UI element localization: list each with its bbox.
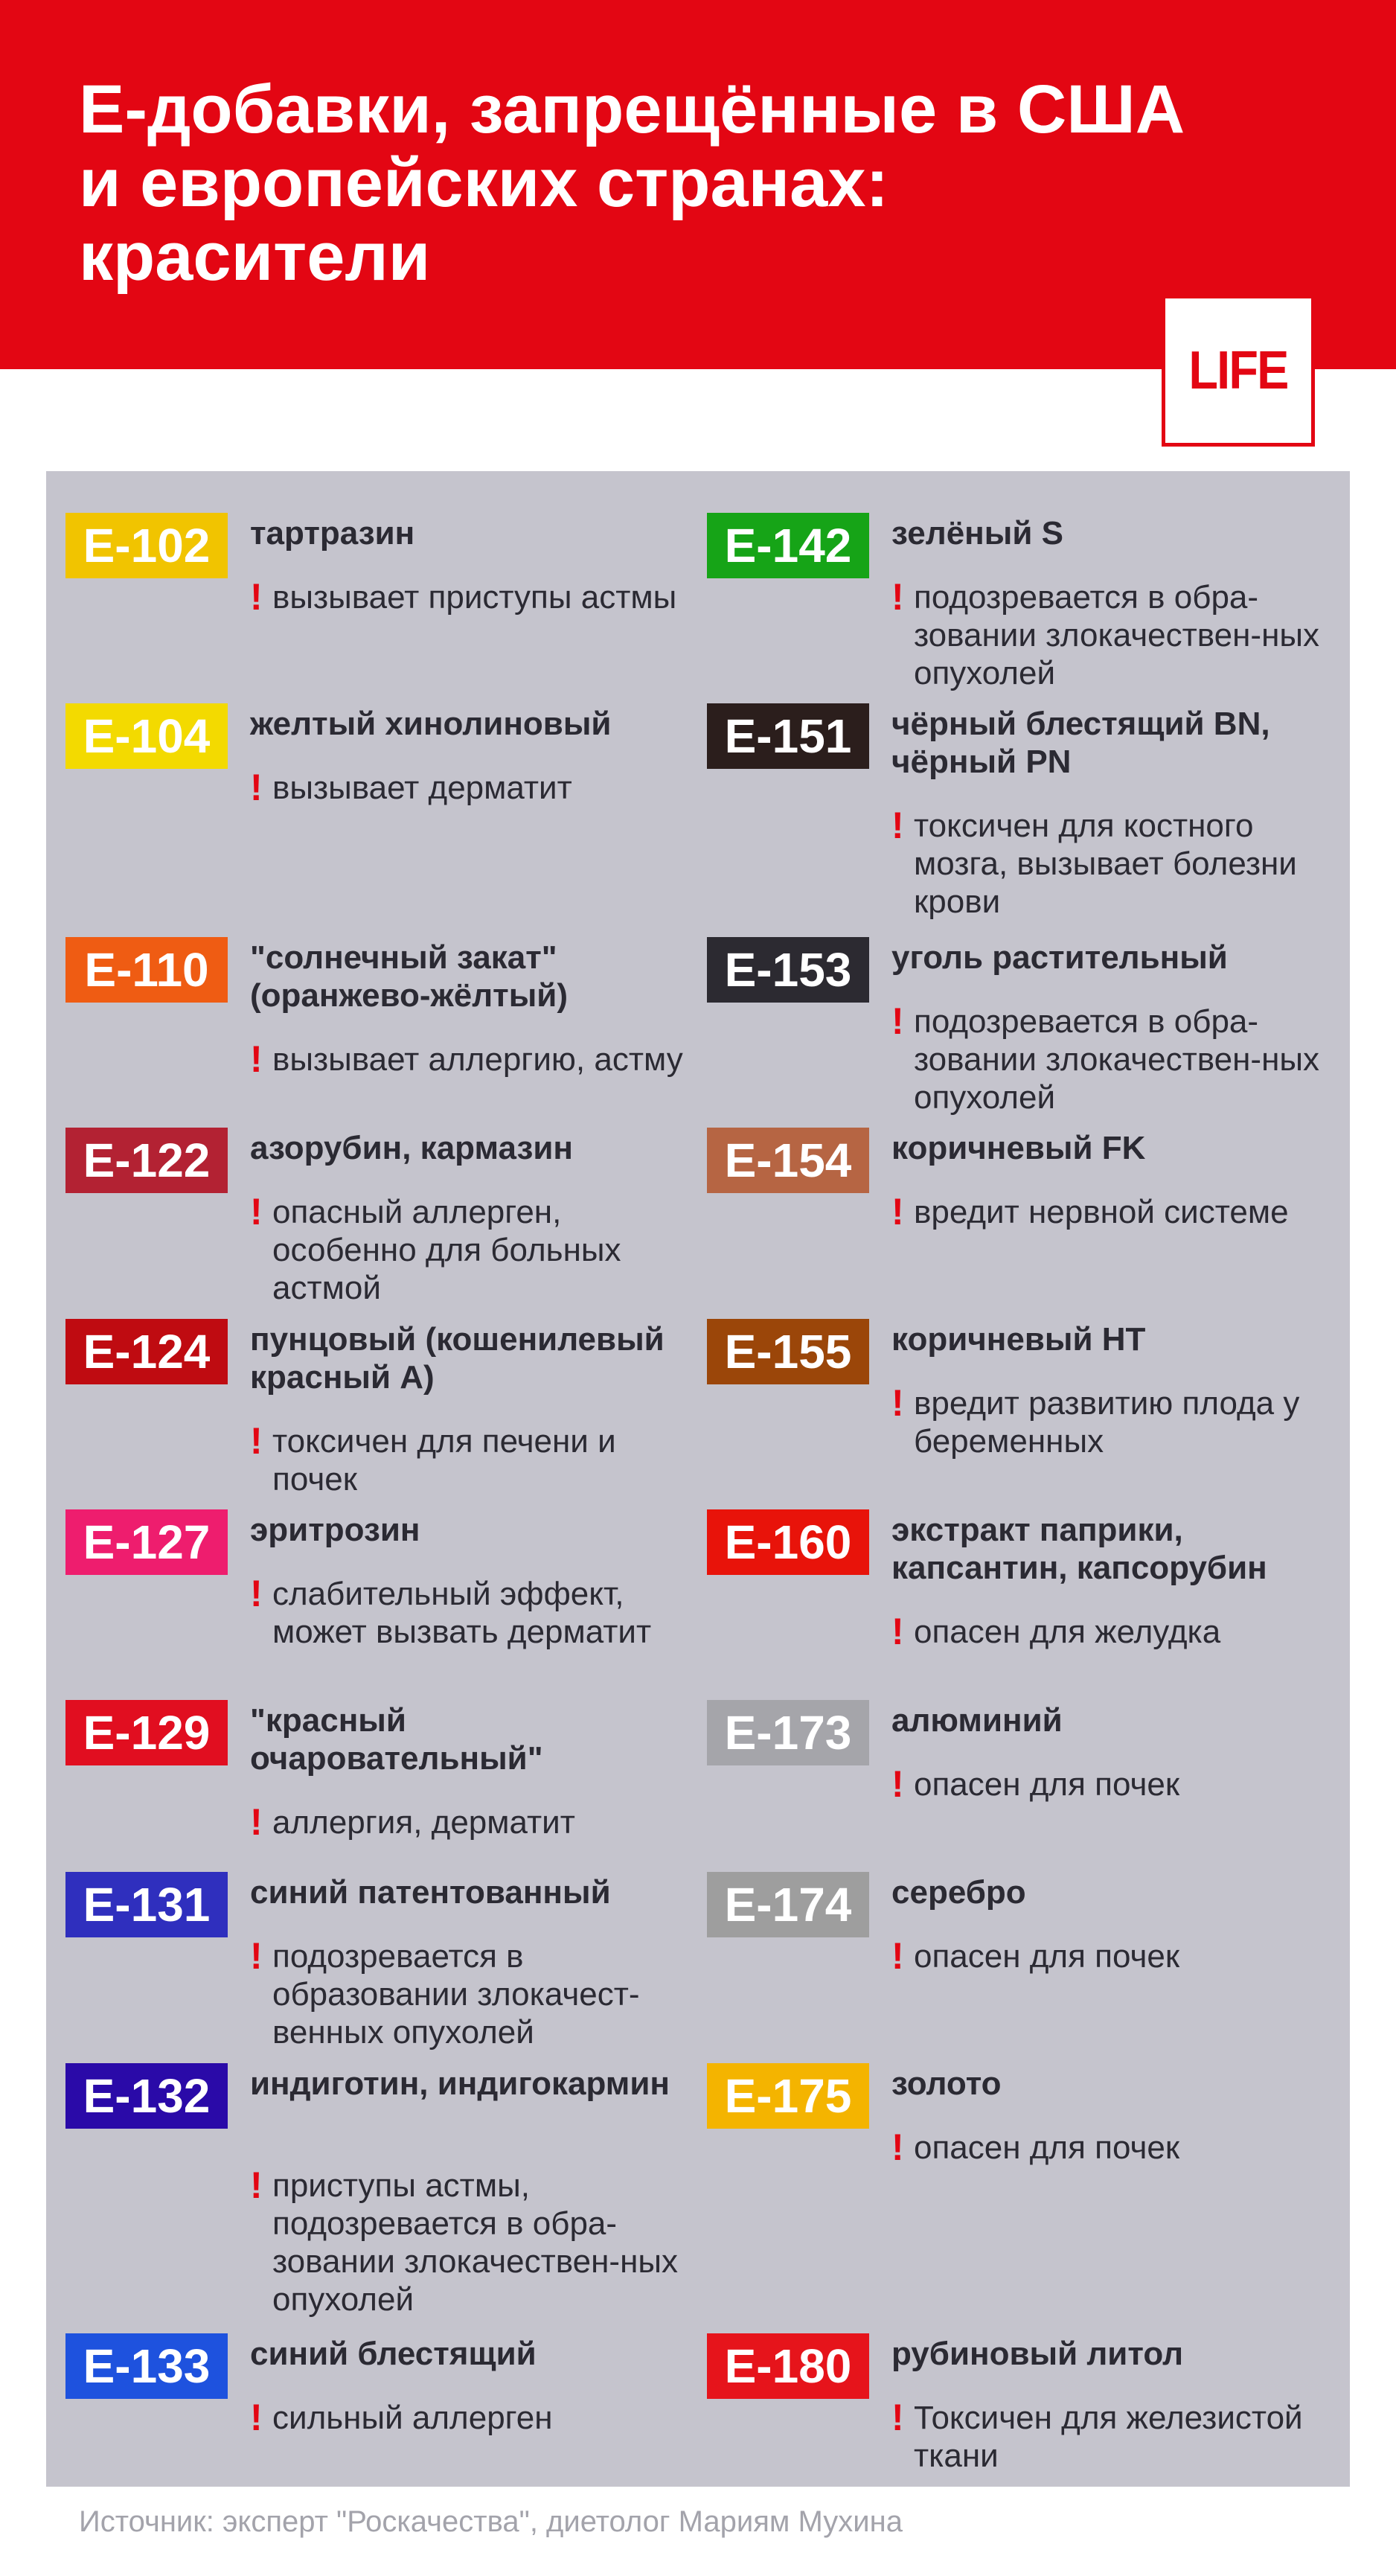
right-column [46, 471, 1350, 2487]
additive-row-e-180 [707, 2333, 1332, 2512]
source-note: Источник: эксперт "Роскачества", диетолог Мариям Мухина [79, 2505, 903, 2538]
additive-warning [891, 807, 1331, 921]
warning-text: вызывает аллергию, астму [272, 1041, 683, 1078]
code-badge: E-131 [65, 1872, 228, 1937]
warning-text: слабительный эффект, может вызвать дерматит [272, 1576, 652, 1650]
additive-name: коричневый FK [891, 1130, 1146, 1166]
life-logo [1162, 295, 1315, 447]
warning-icon: ! [891, 1000, 904, 1042]
additive-name: "красный очаровательный" [250, 1702, 543, 1777]
code-badge: E-160 [707, 1509, 869, 1575]
title-line-2: и европейских странах: [79, 145, 889, 221]
code-badge: E-180 [707, 2333, 869, 2399]
warning-icon: ! [891, 1191, 904, 1233]
warning-icon: ! [250, 2164, 263, 2206]
code-badge: E-127 [65, 1509, 228, 1575]
additive-row-e-160 [707, 1509, 1332, 1688]
warning-icon: ! [891, 1935, 904, 1977]
additive-warning [891, 578, 1331, 692]
code-badge: E-151 [707, 703, 869, 769]
warning-icon: ! [250, 1191, 263, 1233]
additive-name: уголь растительный [891, 939, 1228, 976]
warning-text: опасный аллерген, особенно для больных астмой [272, 1194, 621, 1306]
warning-icon: ! [250, 1935, 263, 1977]
additive-row-e-154 [707, 1128, 1332, 1306]
warning-icon: ! [891, 1611, 904, 1652]
warning-text: опасен для желудка [914, 1614, 1221, 1650]
code-badge: E-124 [65, 1319, 228, 1384]
additive-warning [891, 1937, 1331, 1975]
code-badge: E-102 [65, 513, 228, 578]
additive-name: серебро [891, 1874, 1026, 1911]
logo-text: LIFE [1188, 341, 1288, 400]
additive-warning [891, 2126, 1331, 2168]
additive-name: "солнечный закат" (оранжево-жёлтый) [250, 939, 568, 1014]
warning-text: подозревается в обра-зовании злокачествен-ных опухолей [914, 1003, 1319, 1116]
warning-icon: ! [891, 805, 904, 846]
code-badge: E-174 [707, 1872, 869, 1937]
warning-icon: ! [250, 1038, 263, 1080]
additive-warning [891, 1613, 1331, 1651]
warning-text: сильный аллерген [272, 2400, 553, 2436]
warning-text: токсичен для печени и почек [272, 1423, 616, 1498]
code-badge: E-133 [65, 2333, 228, 2399]
additive-name: пунцовый (кошенилевый красный А) [250, 1321, 665, 1396]
code-badge: E-175 [707, 2063, 869, 2129]
code-badge: E-132 [65, 2063, 228, 2129]
code-badge: E-155 [707, 1319, 869, 1384]
warning-icon: ! [891, 576, 904, 618]
warning-icon: ! [250, 1420, 263, 1462]
code-badge: E-153 [707, 937, 869, 1003]
warning-icon: ! [250, 1801, 263, 1843]
additive-name: тартразин [250, 515, 415, 552]
additive-name: эритрозин [250, 1512, 420, 1548]
warning-icon: ! [891, 1763, 904, 1805]
additive-name: синий патентованный [250, 1874, 611, 1911]
warning-text: приступы астмы, подозревается в обра-зовании злокачествен-ных опухолей [272, 2167, 678, 2318]
additive-row-e-142 [707, 513, 1332, 691]
warning-icon: ! [891, 2126, 904, 2168]
warning-text: вызывает приступы астмы [272, 579, 677, 616]
warning-icon: ! [891, 1382, 904, 1424]
additive-name: экстракт паприки, капсантин, капсорубин [891, 1512, 1267, 1586]
additive-name: коричневый HT [891, 1321, 1146, 1358]
code-badge: E-122 [65, 1128, 228, 1193]
additive-name: зелёный S [891, 515, 1063, 552]
warning-text: вредит развитию плода у беременных [914, 1385, 1300, 1460]
additive-name: чёрный блестящий BN, чёрный PN [891, 706, 1270, 780]
warning-text: токсичен для костного мозга, вызывает болезни крови [914, 808, 1297, 920]
additive-name: индиготин, индигокармин [250, 2065, 670, 2102]
additive-name: желтый хинолиновый [250, 706, 612, 742]
additive-row-e-173 [707, 1700, 1332, 1879]
additive-warning [891, 1193, 1331, 1231]
additive-name: рубиновый литол [891, 2336, 1184, 2372]
title-line-1: Е-добавки, запрещённые в США [79, 71, 1185, 147]
code-badge: E-110 [65, 937, 228, 1003]
warning-icon: ! [891, 2397, 904, 2438]
additive-row-e-174 [707, 1872, 1332, 2051]
warning-text: опасен для почек [914, 1938, 1180, 1975]
warning-icon: ! [250, 576, 263, 618]
warning-icon: ! [250, 1573, 263, 1614]
warning-text: подозревается в образовании злокачест-венных опухолей [272, 1938, 640, 2051]
additive-warning [891, 1000, 1331, 1116]
page-title [79, 73, 1299, 294]
additive-name: азорубин, кармазин [250, 1130, 573, 1166]
warning-icon: ! [250, 767, 263, 808]
code-badge: E-104 [65, 703, 228, 769]
warning-text: аллергия, дерматит [272, 1804, 575, 1841]
code-badge: E-129 [65, 1700, 228, 1765]
additive-warning [891, 1384, 1331, 1460]
additive-row-e-155 [707, 1319, 1332, 1498]
additive-row-e-153 [707, 937, 1332, 1116]
warning-text: вызывает дерматит [272, 770, 572, 806]
warning-icon: ! [250, 2397, 263, 2438]
additive-row-e-175 [707, 2063, 1332, 2242]
warning-text: опасен для почек [914, 2129, 1180, 2166]
code-badge: E-173 [707, 1700, 869, 1765]
additive-name: золото [891, 2065, 1002, 2102]
additives-panel [46, 471, 1350, 2487]
title-line-3: красители [79, 219, 431, 295]
additive-warning [891, 2399, 1331, 2475]
warning-text: опасен для почек [914, 1766, 1180, 1803]
warning-text: подозревается в обра-зовании злокачествен-ных опухолей [914, 579, 1319, 691]
warning-text: вредит нервной системе [914, 1194, 1289, 1230]
warning-text: Токсичен для железистой ткани [914, 2400, 1303, 2474]
additive-name: синий блестящий [250, 2336, 537, 2372]
additive-name: алюминий [891, 1702, 1063, 1739]
code-badge: E-154 [707, 1128, 869, 1193]
additive-warning [891, 1765, 1331, 1803]
additive-row-e-151 [707, 703, 1332, 920]
code-badge: E-142 [707, 513, 869, 578]
